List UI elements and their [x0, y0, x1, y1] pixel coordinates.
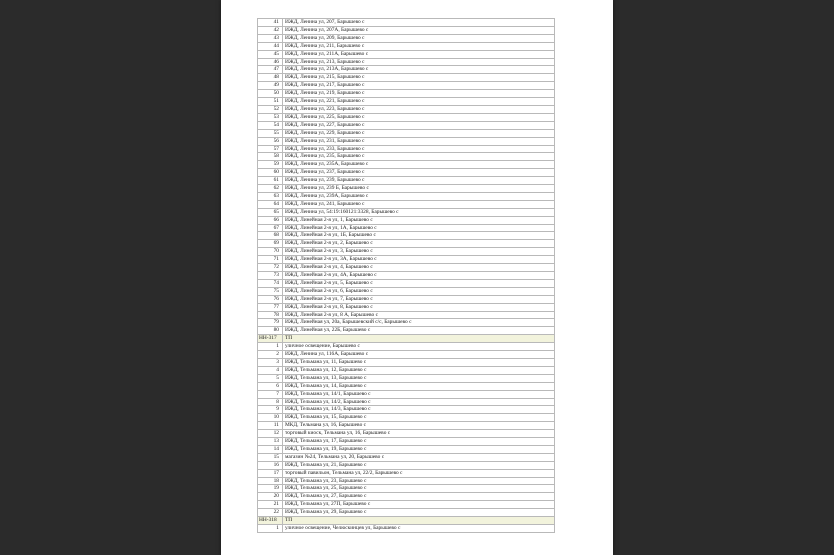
table-row: [258, 58, 555, 66]
row-number: 61: [258, 177, 283, 185]
row-text: ИЖД, Ленина ул, 223, Барышево с: [283, 105, 555, 113]
row-number: 6: [258, 382, 283, 390]
row-text: ИЖД, Тельмана ул, 27П, Барышево с: [283, 501, 555, 509]
row-text: ИЖД, Линейная 2-я ул, 2, Барышево с: [283, 240, 555, 248]
table-row: [258, 453, 555, 461]
table-row: [258, 525, 555, 533]
row-number: 14: [258, 445, 283, 453]
row-text: ИЖД, Линейная 2-я ул, 1, Барышево с: [283, 216, 555, 224]
row-number: 12: [258, 430, 283, 438]
row-text: ИЖД, Линейная 2-я ул, 7, Барышево с: [283, 295, 555, 303]
row-text: ИЖД, Тельмана ул, 23, Барышево с: [283, 477, 555, 485]
row-number: 18: [258, 477, 283, 485]
table-row: [258, 177, 555, 185]
row-text: ИЖД, Тельмана ул, 11, Барышево с: [283, 358, 555, 366]
row-text: ИЖД, Ленина ул, 225, Барышево с: [283, 113, 555, 121]
row-number: 79: [258, 319, 283, 327]
row-text: ИЖД, Тельмана ул, 17, Барышево с: [283, 438, 555, 446]
row-text: ИЖД, Линейная 2-я ул, 3А, Барышево с: [283, 256, 555, 264]
row-text: ИЖД, Ленина ул, 209, Барышево с: [283, 34, 555, 42]
row-number: 16: [258, 461, 283, 469]
row-text: ИЖД, Ленина ул, 239, Барышево с: [283, 177, 555, 185]
row-number: 15: [258, 453, 283, 461]
table-row: [258, 82, 555, 90]
row-text: ИЖД, Ленина ул, 235, Барышево с: [283, 153, 555, 161]
row-text: ИЖД, Ленина ул, 54:19:160121:3328, Барышево с: [283, 208, 555, 216]
row-text: ИЖД, Тельмана ул, 13, Барышево с: [283, 374, 555, 382]
row-text: ИЖД, Ленина ул, 207, Барышево с: [283, 19, 555, 27]
table-row: [258, 192, 555, 200]
table-row: [258, 90, 555, 98]
row-text: ИЖД, Ленина ул, 221, Барышево с: [283, 98, 555, 106]
row-number: 65: [258, 208, 283, 216]
table-row: [258, 311, 555, 319]
row-text: ИЖД, Тельмана ул, 27, Барышево с: [283, 493, 555, 501]
row-text: ИЖД, Ленина ул, 215, Барышево с: [283, 74, 555, 82]
table-row: [258, 406, 555, 414]
row-number: 50: [258, 90, 283, 98]
row-number: 71: [258, 256, 283, 264]
table-row: [258, 398, 555, 406]
table-row: [258, 74, 555, 82]
row-text: ИЖД, Ленина ул, 211, Барышево с: [283, 42, 555, 50]
table-row: [258, 477, 555, 485]
row-text: ИЖД, Ленина ул, 239 Б, Барышево с: [283, 185, 555, 193]
table-group-row: [258, 335, 555, 343]
row-number: 5: [258, 374, 283, 382]
row-number: 7: [258, 390, 283, 398]
table-row: [258, 445, 555, 453]
table-row: [258, 319, 555, 327]
row-number: 68: [258, 232, 283, 240]
table-row: [258, 287, 555, 295]
row-number: 77: [258, 303, 283, 311]
table-row: [258, 279, 555, 287]
row-number: 42: [258, 26, 283, 34]
row-text: ИЖД, Ленина ул, 237, Барышево с: [283, 169, 555, 177]
row-text: ИЖД, Линейная 2-я ул, 4, Барышево с: [283, 264, 555, 272]
table-row: [258, 422, 555, 430]
row-number: 9: [258, 406, 283, 414]
table-row: [258, 34, 555, 42]
row-number: 55: [258, 129, 283, 137]
row-number: 69: [258, 240, 283, 248]
row-number: 10: [258, 414, 283, 422]
table-row: [258, 26, 555, 34]
row-text: ИЖД, Ленина ул, 217, Барышево с: [283, 82, 555, 90]
table-row: [258, 343, 555, 351]
row-number: 17: [258, 469, 283, 477]
row-number: 19: [258, 485, 283, 493]
row-text: ИЖД, Линейная ул, 20а, Барышевский с/с, Барышево с: [283, 319, 555, 327]
row-text: ИЖД, Ленина ул, 213А, Барышево с: [283, 66, 555, 74]
row-text: магазин №24, Тельмана ул, 20, Барышево с: [283, 453, 555, 461]
address-table-body: [258, 19, 555, 533]
row-number: 2: [258, 351, 283, 359]
row-number: 62: [258, 185, 283, 193]
table-row: [258, 501, 555, 509]
row-text: ИЖД, Тельмана ул, 12, Барышево с: [283, 366, 555, 374]
row-text: торговый киоск, Тельмана ул, 16, Барышево с: [283, 430, 555, 438]
row-number: НН-317: [258, 335, 283, 343]
row-text: ИЖД, Ленина ул, 227, Барышево с: [283, 121, 555, 129]
row-text: ИЖД, Ленина ул, 241, Барышево с: [283, 200, 555, 208]
table-row: [258, 208, 555, 216]
row-number: 73: [258, 272, 283, 280]
row-text: МКД, Тельмана ул, 16, Барышево с: [283, 422, 555, 430]
row-number: 51: [258, 98, 283, 106]
table-row: [258, 493, 555, 501]
table-row: [258, 509, 555, 517]
row-number: 1: [258, 525, 283, 533]
row-text: ИЖД, Ленина ул, 229, Барышево с: [283, 129, 555, 137]
table-row: [258, 105, 555, 113]
row-text: ИЖД, Ленина ул, 207А, Барышево с: [283, 26, 555, 34]
row-text: ИЖД, Тельмана ул, 21, Барышево с: [283, 461, 555, 469]
table-group-row: [258, 517, 555, 525]
row-text: ИЖД, Тельмана ул, 19, Барышево с: [283, 445, 555, 453]
row-text: ИЖД, Ленина ул, 213, Барышево с: [283, 58, 555, 66]
row-text: ИЖД, Тельмана ул, 15, Барышево с: [283, 414, 555, 422]
row-number: 41: [258, 19, 283, 27]
table-row: [258, 256, 555, 264]
row-text: ТП: [283, 335, 555, 343]
row-number: 8: [258, 398, 283, 406]
table-row: [258, 232, 555, 240]
row-number: 72: [258, 264, 283, 272]
row-number: 64: [258, 200, 283, 208]
row-text: торговый павильон, Тельмана ул, 22/2, Барышево с: [283, 469, 555, 477]
row-number: 45: [258, 50, 283, 58]
row-number: 13: [258, 438, 283, 446]
table-row: [258, 366, 555, 374]
row-number: 58: [258, 153, 283, 161]
table-row: [258, 66, 555, 74]
row-number: 52: [258, 105, 283, 113]
row-text: ИЖД, Линейная 2-я ул, 1А, Барышево с: [283, 224, 555, 232]
table-row: [258, 240, 555, 248]
row-text: ИЖД, Тельмана ул, 14/1, Барышево с: [283, 390, 555, 398]
table-row: [258, 327, 555, 335]
table-row: [258, 469, 555, 477]
row-number: 3: [258, 358, 283, 366]
row-text: ИЖД, Ленина ул, 219, Барышево с: [283, 90, 555, 98]
row-number: 63: [258, 192, 283, 200]
address-table: [257, 18, 555, 533]
row-text: ИЖД, Тельмана ул, 14/3, Барышево с: [283, 406, 555, 414]
row-number: 43: [258, 34, 283, 42]
row-text: ИЖД, Линейная 2-я ул, 8 А, Барышево с: [283, 311, 555, 319]
row-text: ИЖД, Тельмана ул, 14/2, Барышево с: [283, 398, 555, 406]
row-text: уличное освещение, Барышево с: [283, 343, 555, 351]
document-page: [221, 0, 613, 555]
row-number: 48: [258, 74, 283, 82]
table-row: [258, 390, 555, 398]
table-row: [258, 98, 555, 106]
row-number: 80: [258, 327, 283, 335]
row-number: 1: [258, 343, 283, 351]
row-text: ИЖД, Линейная 2-я ул, 1Б, Барышево с: [283, 232, 555, 240]
row-number: 20: [258, 493, 283, 501]
row-text: ИЖД, Линейная 2-я ул, 3, Барышево с: [283, 248, 555, 256]
row-number: 57: [258, 145, 283, 153]
row-text: ИЖД, Тельмана ул, 25, Барышево с: [283, 485, 555, 493]
table-row: [258, 153, 555, 161]
row-text: ИЖД, Линейная 2-я ул, 6, Барышево с: [283, 287, 555, 295]
row-text: ИЖД, Ленина ул, 116А, Барышево с: [283, 351, 555, 359]
row-number: 56: [258, 137, 283, 145]
row-text: ИЖД, Ленина ул, 211А, Барышево с: [283, 50, 555, 58]
table-row: [258, 374, 555, 382]
row-number: 21: [258, 501, 283, 509]
row-number: 22: [258, 509, 283, 517]
row-number: 76: [258, 295, 283, 303]
row-number: НН-318: [258, 517, 283, 525]
row-text: ИЖД, Линейная ул, 22Б, Барышево с: [283, 327, 555, 335]
row-number: 53: [258, 113, 283, 121]
table-row: [258, 430, 555, 438]
row-text: ИЖД, Линейная 2-я ул, 8, Барышево с: [283, 303, 555, 311]
row-text: ИЖД, Ленина ул, 235А, Барышево с: [283, 161, 555, 169]
row-number: 59: [258, 161, 283, 169]
row-text: ИЖД, Линейная 2-я ул, 5, Барышево с: [283, 279, 555, 287]
table-row: [258, 137, 555, 145]
row-text: ИЖД, Ленина ул, 231, Барышево с: [283, 137, 555, 145]
table-row: [258, 200, 555, 208]
table-row: [258, 438, 555, 446]
row-text: уличное освещение, Челюскинцев ул, Барышево с: [283, 525, 555, 533]
table-row: [258, 129, 555, 137]
row-number: 54: [258, 121, 283, 129]
row-number: 78: [258, 311, 283, 319]
row-text: ИЖД, Ленина ул, 233, Барышево с: [283, 145, 555, 153]
row-number: 74: [258, 279, 283, 287]
table-row: [258, 145, 555, 153]
table-row: [258, 461, 555, 469]
table-row: [258, 19, 555, 27]
table-row: [258, 169, 555, 177]
row-number: 4: [258, 366, 283, 374]
row-number: 75: [258, 287, 283, 295]
table-row: [258, 42, 555, 50]
table-row: [258, 351, 555, 359]
table-row: [258, 272, 555, 280]
row-number: 47: [258, 66, 283, 74]
row-text: ИЖД, Тельмана ул, 14, Барышево с: [283, 382, 555, 390]
row-number: 44: [258, 42, 283, 50]
table-row: [258, 485, 555, 493]
table-row: [258, 161, 555, 169]
row-text: ИЖД, Тельмана ул, 29, Барышево с: [283, 509, 555, 517]
row-number: 67: [258, 224, 283, 232]
table-row: [258, 414, 555, 422]
table-row: [258, 216, 555, 224]
table-row: [258, 295, 555, 303]
table-row: [258, 113, 555, 121]
row-number: 46: [258, 58, 283, 66]
row-number: 11: [258, 422, 283, 430]
table-row: [258, 303, 555, 311]
row-text: ИЖД, Линейная 2-я ул, 4А, Барышево с: [283, 272, 555, 280]
table-row: [258, 264, 555, 272]
table-row: [258, 224, 555, 232]
table-row: [258, 382, 555, 390]
table-row: [258, 185, 555, 193]
row-text: ИЖД, Ленина ул, 239А, Барышево с: [283, 192, 555, 200]
row-number: 49: [258, 82, 283, 90]
table-row: [258, 358, 555, 366]
table-row: [258, 248, 555, 256]
table-row: [258, 121, 555, 129]
row-number: 66: [258, 216, 283, 224]
table-row: [258, 50, 555, 58]
row-number: 70: [258, 248, 283, 256]
row-text: ТП: [283, 517, 555, 525]
row-number: 60: [258, 169, 283, 177]
